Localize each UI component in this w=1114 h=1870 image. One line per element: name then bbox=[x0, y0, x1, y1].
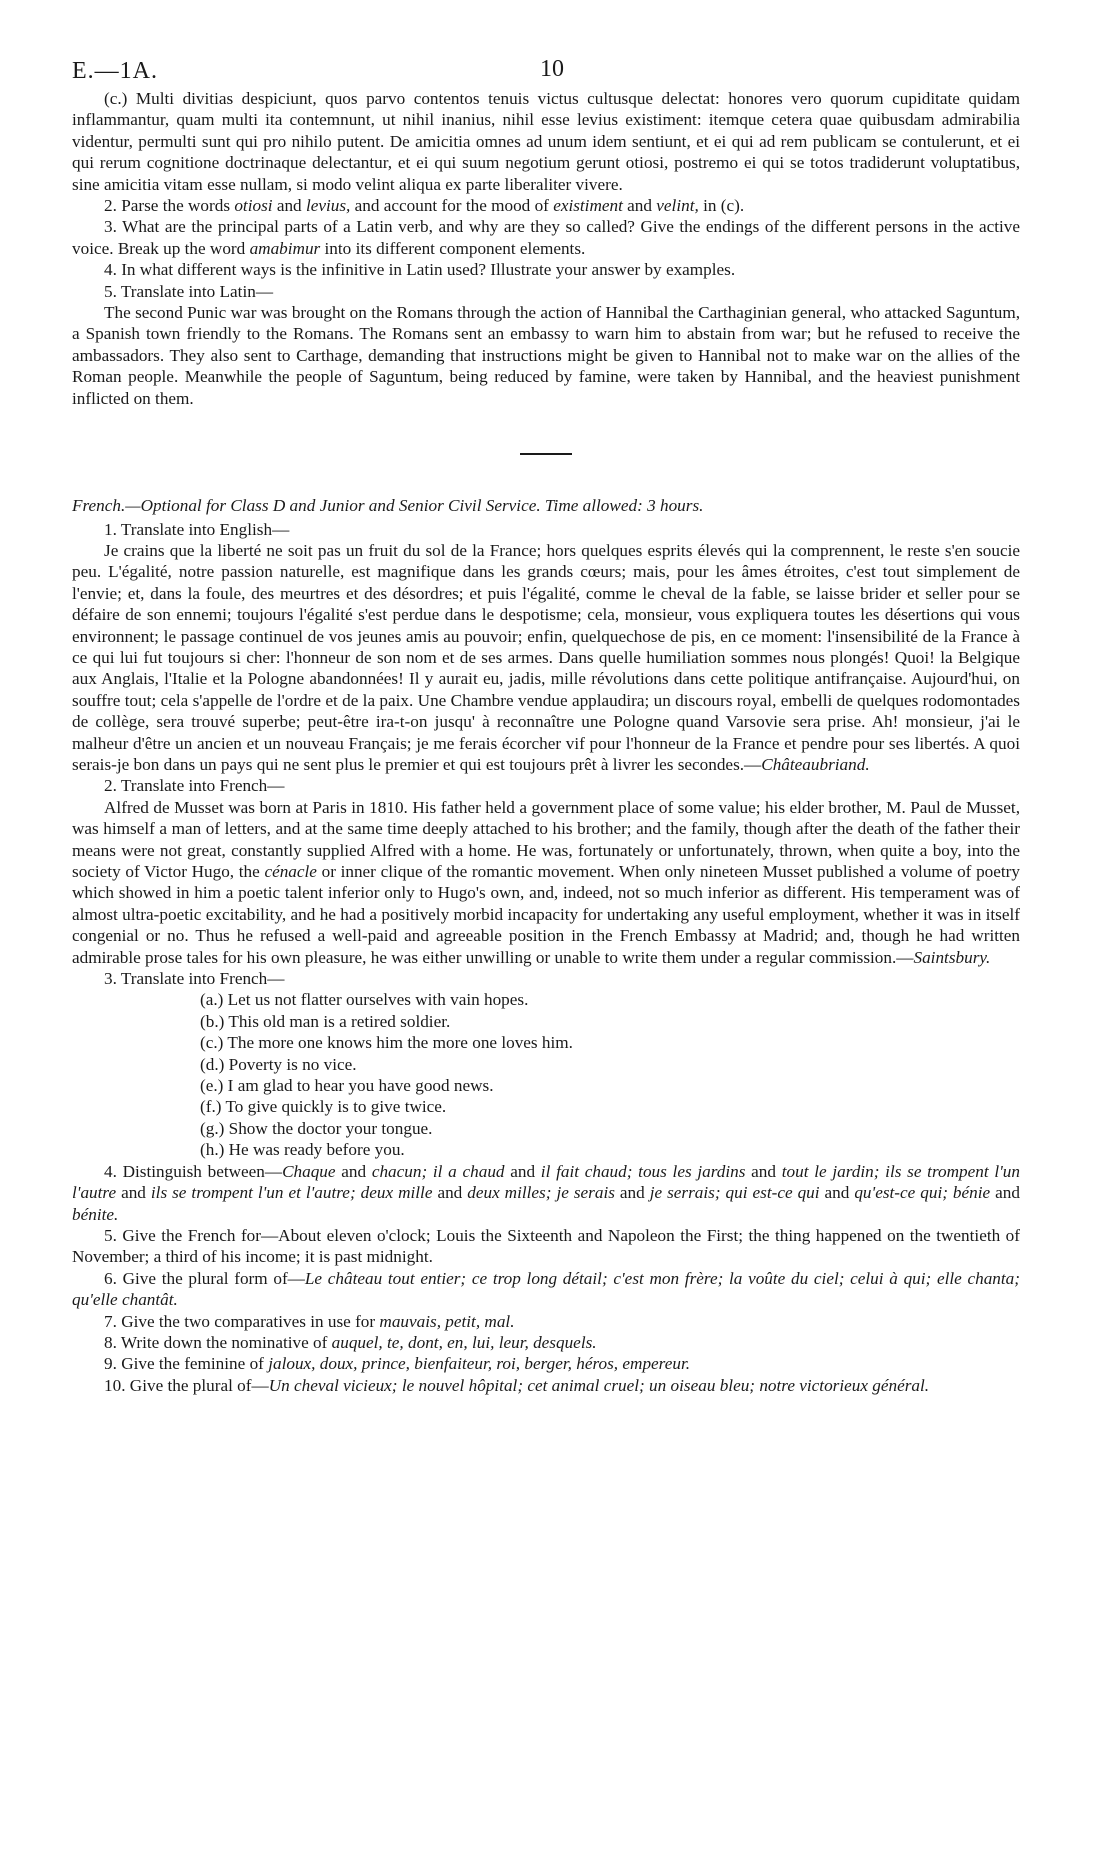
latin-question-2: 2. Parse the words otiosi and levius, and account for the mood of existiment and velint, in (c). bbox=[104, 196, 745, 216]
french-question-2: 2. Translate into French— bbox=[104, 776, 285, 796]
page-number: 10 bbox=[540, 56, 564, 82]
french-question-8: 8. Write down the nominative of auquel, te, dont, en, lui, leur, desquels. bbox=[104, 1332, 597, 1352]
french-question-6: 6. Give the plural form of—Le château tout entier; ce trop long détail; c'est mon frère; la voûte du ciel; celui à qui; elle chanta; qu'elle chantât. bbox=[72, 1268, 1020, 1310]
french-question-3: 3. Translate into French— bbox=[104, 969, 285, 989]
list-item: (a.) Let us not flatter ourselves with vain hopes. bbox=[200, 990, 529, 1010]
document-code: E.—1A. bbox=[72, 58, 158, 84]
latin-question-5: 5. Translate into Latin— bbox=[104, 281, 274, 301]
french-question-5: 5. Give the French for—About eleven o'clock; Louis the Sixteenth and Napoleon the First; the thing happened on the twentieth of November; a third of his income; it is past midnight. bbox=[72, 1225, 1020, 1267]
latin-translation-passage: The second Punic war was brought on the Romans through the action of Hannibal the Carthaginian general, who attacked Saguntum, a Spanish town friendly to the Romans. The Romans sent an embassy to warn him to abstain from war; but he refused to receive the ambassadors. They also sent to Carthage, demanding that instructions might be given to Hannibal not to make war on the allies of the Roman people. Meanwhile the people of Saguntum, being reduced by famine, were taken by Hannibal, and the heaviest punishment inflicted on them. bbox=[72, 303, 1020, 408]
sentence-list bbox=[72, 989, 1020, 1160]
latin-question-3: 3. What are the principal parts of a Latin verb, and why are they so called? Give the endings of the different persons in the active voice. Break up the word amabimur into its different component elements. bbox=[72, 217, 1020, 258]
list-item: (e.) I am glad to hear you have good news. bbox=[200, 1076, 494, 1096]
section-divider bbox=[520, 453, 572, 455]
list-item: (d.) Poverty is no vice. bbox=[200, 1054, 357, 1074]
page-header bbox=[72, 48, 1020, 88]
french-question-7: 7. Give the two comparatives in use for mauvais, petit, mal. bbox=[104, 1311, 515, 1331]
latin-question-4: 4. In what different ways is the infinitive in Latin used? Illustrate your answer by examples. bbox=[104, 260, 736, 280]
list-item: (g.) Show the doctor your tongue. bbox=[200, 1118, 433, 1138]
list-item: (h.) He was ready before you. bbox=[200, 1140, 405, 1160]
latin-passage-c: (c.) Multi divitias despiciunt, quos parvo contentos tenuis victus cultusque delectat: honores vero quorum cupiditate quidam inflammantur, quam multi ita contemnunt, ut nihil inanius, nihil esse levius existiment: itemque cetera quae quibusdam admirabilia videntur, permulti sunt qui pro nihilo putent. De amicitia omnes ad unum idem sentiunt, et ei qui ad rem publicam se contulerunt, et ei qui rerum cognitione doctrinaque delectantur, et ei qui suum negotium gerunt otiosi, postremo ei qui se totos tradiderunt voluptatibus, sine amicitia vitam esse nullam, si modo velint aliqua ex parte liberaliter vivere. bbox=[72, 89, 1020, 194]
list-item: (f.) To give quickly is to give twice. bbox=[200, 1097, 447, 1117]
french-question-1: 1. Translate into English— bbox=[104, 519, 290, 539]
french-question-10: 10. Give the plural of—Un cheval vicieux; le nouvel hôpital; cet animal cruel; un oiseau bleu; notre victorieux général. bbox=[104, 1375, 930, 1395]
list-item: (c.) The more one knows him the more one loves him. bbox=[200, 1033, 573, 1053]
french-passage-chateaubriand: Je crains que la liberté ne soit pas un fruit du sol de la France; hors quelques esprits élevés qui la comprennent, le reste s'en soucie peu. L'égalité, notre passion naturelle, est magnifique dans les grands cœurs; mais, pour les âmes étroites, c'est tout simplement de l'envie; et, dans la foule, des meurtres et des désordres; et puis l'égalité, comme le cheval de la fable, se laisse brider et seller pour se défaire de son ennemi; toujours l'égalité s'est perdue dans le despotisme; cela, monsieur, vous expliquera toutes les désertions qui vous environnent; le passage continuel de vos jeunes amis au pouvoir; enfin, quelquechose de pis, en ce moment: l'insensibilité de la France à ce qui lui fut toujours si cher: l'honneur de son nom et de ses armes. Dans quelle humiliation sommes nous plongés! Quoi! la Belgique aux Anglais, l'Italie et la Pologne abandonnées! Il y aurait eu, jadis, mille révolutions dans cette politique antifrançaise. Aujourd'hui, on souffre tout; cela s'appelle de l'ordre et de la paix. Une Chambre vendue applaudira; un discours royal, embelli de quelques rodomontades de collège, sera trouvé superbe; peut-être ira-t-on jusqu' à reconnaître une Pologne quand Varsovie sera prise. Ah! monsieur, j'ai le malheur d'être un ancien et un nouveau Français; je me ferais écorcher vif pour l'honneur de la France et pendre pour ses libertés. A quoi serais-je bon dans un pays qui ne sent plus le premier et qui est toujours prêt à livrer les secondes.—Châteaubriand. bbox=[72, 540, 1020, 774]
french-section-title: French.—Optional for Class D and Junior and Senior Civil Service. Time allowed: 3 hours. bbox=[72, 496, 704, 516]
french-passage-saintsbury: Alfred de Musset was born at Paris in 1810. His father held a government place of some value; his elder brother, M. Paul de Musset, was himself a man of letters, and at the same time deeply attached to his brother; and the family, though after the death of the father their means were not great, constantly supplied Alfred with a home. He was, fortunately or unfortunately, thrown, when quite a boy, into the society of Victor Hugo, the cénacle or inner clique of the romantic movement. When only nineteen Musset published a volume of poetry which showed in him a poetic talent inferior only to Hugo's own, and, indeed, not so much inferior as different. His temperament was of almost ultra-poetic excitability, and he had a positively morbid incapacity for undertaking any useful employment, whether it was in itself congenial or no. Thus he refused a well-paid and agreeable position in the French Embassy at Madrid; and, though he had written admirable prose tales for his own pleasure, he was either unwilling or unable to write them under a regular commission.—Saintsbury. bbox=[72, 797, 1020, 967]
french-question-9: 9. Give the feminine of jaloux, doux, prince, bienfaiteur, roi, berger, héros, empereur. bbox=[104, 1354, 691, 1374]
list-item: (b.) This old man is a retired soldier. bbox=[200, 1011, 451, 1031]
french-question-4: 4. Distinguish between—Chaque and chacun; il a chaud and il fait chaud; tous les jardins and tout le jardin; ils se trompent l'un l'autre and ils se trompent l'un et l'autre; deux mille and deux milles; je serais and je serrais; qui est-ce qui and qu'est-ce qui; bénie and bénite. bbox=[72, 1161, 1020, 1224]
document-page bbox=[72, 48, 1020, 1396]
